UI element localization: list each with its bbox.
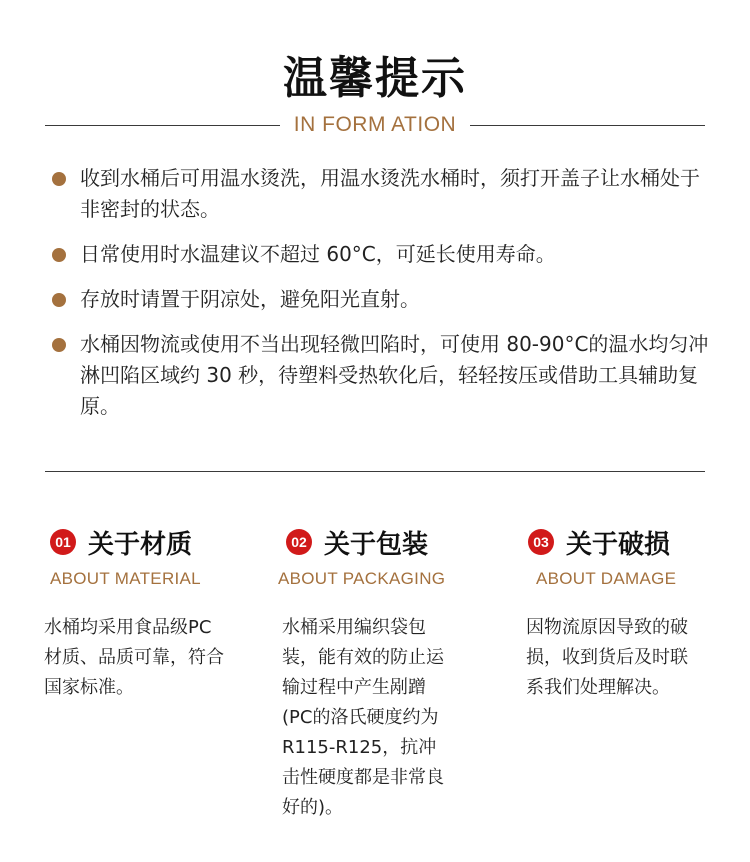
tips-list — [52, 163, 712, 422]
bullet-dot-icon — [52, 293, 66, 307]
right-divider-line — [470, 125, 705, 126]
tip-item — [52, 239, 712, 270]
section-title: 关于包装 — [324, 529, 429, 560]
bullet-dot-icon — [52, 172, 66, 186]
section-subtitle: ABOUT DAMAGE — [536, 569, 677, 588]
tip-text: 存放时请置于阴凉处，避免阳光直射。 — [80, 287, 420, 311]
number-badge: 02 — [286, 529, 312, 555]
section-body: 因物流原因导致的破损，收到货后及时联系我们处理解决。 — [526, 617, 688, 698]
tip-item — [52, 284, 712, 315]
section-title: 关于破损 — [566, 529, 671, 560]
section-header — [50, 525, 225, 559]
number-badge: 03 — [528, 529, 554, 555]
section-body: 水桶采用编织袋包装，能有效的防止运输过程中产生剐蹭(PC的洛氏硬度约为R115-R125，抗冲击性硬度都是非常良好的)。 — [282, 617, 444, 818]
packaging-section — [278, 525, 457, 823]
damage-section — [528, 525, 703, 703]
number-badge: 01 — [50, 529, 76, 555]
section-subtitle: ABOUT PACKAGING — [278, 569, 446, 588]
tip-item — [52, 163, 712, 225]
subtitle-row — [45, 110, 705, 140]
section-subtitle: ABOUT MATERIAL — [50, 569, 201, 588]
page-subtitle: IN FORM ATION — [293, 113, 457, 136]
section-header — [286, 525, 457, 559]
material-section — [44, 525, 225, 703]
tip-text: 收到水桶后可用温水烫洗，用温水烫洗水桶时，须打开盖子让水桶处于非密封的状态。 — [80, 166, 700, 221]
section-divider — [45, 471, 705, 472]
tip-item — [52, 329, 712, 422]
page-title: 温馨提示 — [283, 53, 467, 104]
tip-text: 日常使用时水温建议不超过 60°C，可延长使用寿命。 — [80, 242, 556, 266]
section-header — [528, 525, 703, 559]
section-title: 关于材质 — [88, 529, 193, 560]
section-body: 水桶均采用食品级PC材质、品质可靠，符合国家标准。 — [44, 617, 224, 698]
bullet-dot-icon — [52, 338, 66, 352]
tip-text: 水桶因物流或使用不当出现轻微凹陷时，可使用 80-90°C的温水均匀冲淋凹陷区域约 30 秒，待塑料受热软化后，轻轻按压或借助工具辅助复原。 — [80, 332, 709, 418]
bullet-dot-icon — [52, 248, 66, 262]
left-divider-line — [45, 125, 280, 126]
